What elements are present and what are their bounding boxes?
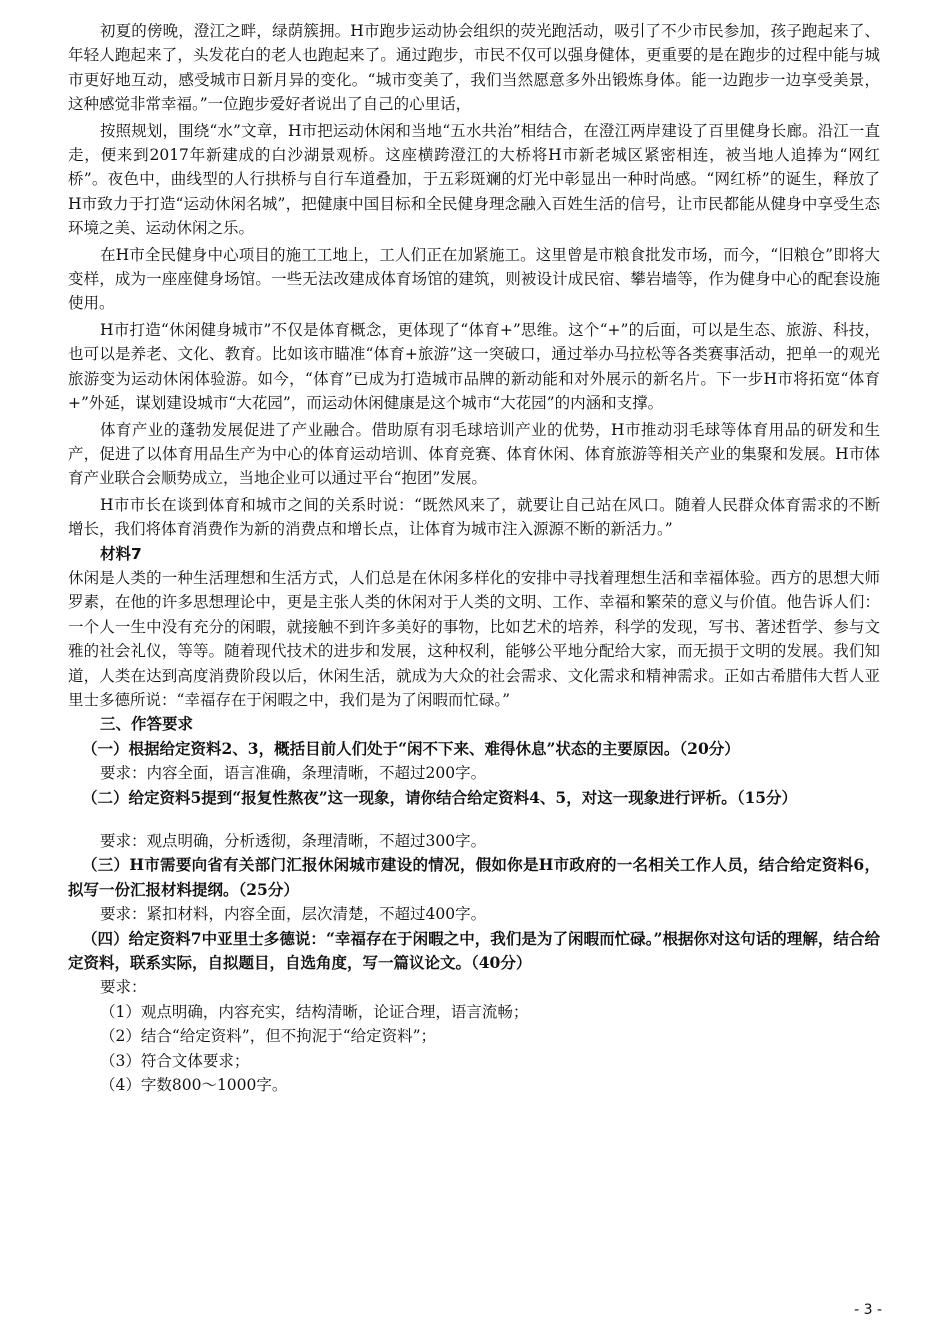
question-2-requirement: 要求：观点明确，分析透彻，条理清晰，不超过300字。 [100, 832, 487, 850]
document-body [68, 19, 880, 1097]
question-3-requirement: 要求：紧扣材料，内容全面，层次清楚，不超过400字。 [100, 905, 487, 924]
requirement-item: （1）观点明确，内容充实，结构清晰，论证合理，语言流畅； [100, 1002, 529, 1021]
material-7-text: 休闲是人类的一种生活理想和生活方式，人们总是在休闲多样化的安排中寻找着理想生活和幸福体验。西方的思想大师罗素，在他的许多思想理论中，更是主张人类的休闲对于人类的文明、工作、幸福和繁荣的意义与价值。他告诉人们：一个人一生中没有充分的闲暇，就接触不到许多美好的事物，比如艺术的培养，科学的发现，写书、著述哲学、参与文雅的社会礼仪，等等。随着现代技术的进步和发展，这种权利，能够公平地分配给大家，而无损于文明的发展。我们知道，人类在达到高度消费阶段以后，休闲生活，就成为大众的社会需求、文化需求和精神需求。正如古希腊伟大哲人亚里士多德所说：“幸福存在于闲暇之中，我们是为了闲暇而忙碌。” [68, 568, 880, 709]
section-heading: 三、作答要求 [100, 715, 194, 734]
page-number: - 3 - [854, 1302, 882, 1318]
material-7-title: 材料7 [100, 544, 142, 563]
question-3: （三）H市需要向省有关部门汇报休闲城市建设的情况，假如你是H市政府的一名相关工作人员，结合给定资料6，拟写一份汇报材料提纲。（25分） [68, 855, 880, 899]
question-4-requirement: 要求： [100, 978, 147, 997]
question-1: （一）根据给定资料2、3，概括目前人们处于“闲不下来、难得休息”状态的主要原因。（20分） [82, 738, 740, 758]
paragraph-fitness-center: 在H市全民健身中心项目的施工工地上，工人们正在加紧施工。这里曾是市粮食批发市场，而今，“旧粮仓”即将大变样，成为一座座健身场馆。一些无法改建成体育场馆的建筑，则被设计成民宿、攀岩墙等，作为健身中心的配套设施使用。 [68, 245, 880, 313]
requirement-item: （4）字数800～1000字。 [100, 1076, 288, 1095]
question-1-requirement: 要求：内容全面，语言准确，条理清晰，不超过200字。 [100, 764, 487, 783]
paragraph-mayor-quote: H市市长在谈到体育和城市之间的关系时说：“既然风来了，就要让自己站在风口。随着人民群众体育需求的不断增长，我们将体育消费作为新的消费点和增长点，让体育为城市注入源源不断的新活力。” [68, 495, 880, 539]
paragraph-sports-plus: H市打造“休闲健身城市”不仅是体育概念，更体现了“体育+”思维。这个“+”的后面，可以是生态、旅游、科技，也可以是养老、文化、教育。比如该市瞄准“体育+旅游”这一突破口，通过举办马拉松等各类赛事活动，把单一的观光旅游变为运动休闲体验游。如今，“体育”已成为打造城市品牌的新动能和对外展示的新名片。下一步H市将拓宽“体育+”外延，谋划建设城市“大花园”，而运动休闲健康是这个城市“大花园”的内涵和支撑。 [68, 320, 880, 413]
question-2: （二）给定资料5提到“报复性熬夜”这一现象，请你结合给定资料4、5，对这一现象进行评析。（15分） [82, 787, 798, 807]
paragraph-water-plan: 按照规划，围绕“水”文章，H市把运动休闲和当地“五水共治”相结合，在澄江两岸建设了百里健身长廊。沿江一直走，便来到2017年新建成的白沙湖景观桥。这座横跨澄江的大桥将H市新老城区紧密相连，被当地人追捧为“网红桥”。夜色中，曲线型的人行拱桥与自行车道叠加，于五彩斑斓的灯光中彰显出一种时尚感。“网红桥”的诞生，释放了H市致力于打造“运动休闲名城”，把健康中国目标和全民健身理念融入百姓生活的信号，让市民都能从健身中享受生态环境之美、运动休闲之乐。 [68, 121, 880, 238]
requirement-item: （3）符合文体要求； [100, 1051, 250, 1070]
paragraph-industry: 体育产业的蓬勃发展促进了产业融合。借助原有羽毛球培训产业的优势，H市推动羽毛球等体育用品的研发和生产，促进了以体育用品生产为中心的体育运动培训、体育竞赛、体育休闲、体育旅游等相关产业的集聚和发展。H市体育产业联合会顺势成立，当地企业可以通过平台“抱团”发展。 [68, 420, 880, 488]
requirement-item: （2）结合“给定资料”，但不拘泥于“给定资料”； [100, 1027, 437, 1046]
question-4: （四）给定资料7中亚里士多德说：“幸福存在于闲暇之中，我们是为了闲暇而忙碌。”根据你对这句话的理解，结合给定资料，联系实际，自拟题目，自选角度，写一篇议论文。（40分） [68, 928, 880, 973]
paragraph-evening-run: 初夏的傍晚，澄江之畔，绿荫簇拥。H市跑步运动协会组织的荧光跑活动，吸引了不少市民参加，孩子跑起来了、年轻人跑起来了，头发花白的老人也跑起来了。通过跑步，市民不仅可以强身健体，更重要的是在跑步的过程中能与城市更好地互动，感受城市日新月异的变化。“城市变美了，我们当然愿意多外出锻炼身体。能一边跑步一边享受美景，这种感觉非常幸福。”一位跑步爱好者说出了自己的心里话， [68, 22, 880, 114]
